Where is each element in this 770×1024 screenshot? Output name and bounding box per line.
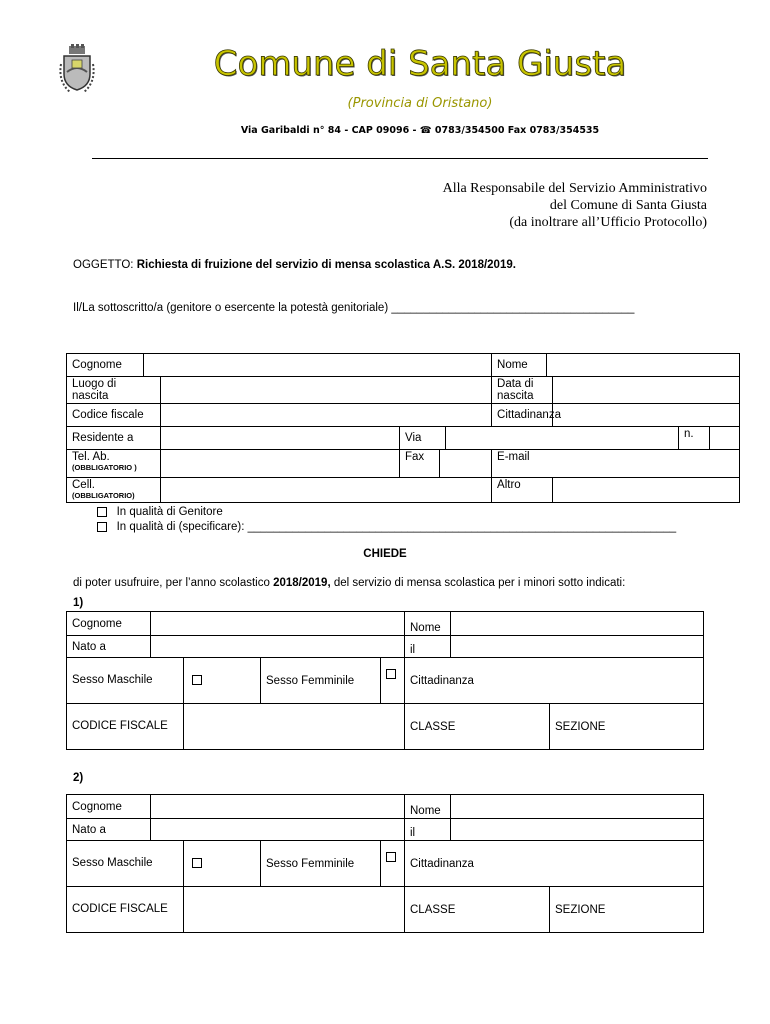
- child-2-checkbox-f-cell[interactable]: [381, 841, 405, 887]
- child-2-label-nato-a: Nato a: [67, 819, 151, 841]
- field-tel[interactable]: [161, 450, 400, 478]
- request-after: del servizio di mensa scolastica per i minori sotto indicati:: [330, 577, 626, 589]
- subject-label: OGGETTO:: [73, 259, 134, 271]
- recipient-line-3: (da inoltrare all’Ufficio Protocollo): [509, 215, 707, 230]
- recipient-line-1: Alla Responsabile del Servizio Amministrativo: [442, 181, 707, 196]
- child-1-label-cittadinanza[interactable]: Cittadinanza: [405, 658, 704, 704]
- field-nome[interactable]: [547, 354, 740, 377]
- child-1-checkbox-f-cell[interactable]: [381, 658, 405, 704]
- municipal-crest-icon: [58, 44, 96, 96]
- child-1-number: 1): [73, 597, 84, 609]
- cell-label: Cell.: [72, 479, 96, 491]
- child-1-field-nato-a[interactable]: [151, 636, 405, 658]
- label-nome: Nome: [492, 354, 547, 377]
- tel-required-note: (OBBLIGATORIO ): [72, 463, 137, 472]
- label-residente: Residente a: [67, 427, 161, 450]
- label-cell: [67, 478, 161, 503]
- child-2-label-cognome: Cognome: [67, 795, 151, 819]
- child-1-label-nome: Nome: [405, 612, 451, 636]
- label-numero: n.: [679, 427, 710, 450]
- child-2-field-codice-fiscale[interactable]: [184, 887, 405, 933]
- child-2-label-sesso-f: Sesso Femminile: [261, 841, 381, 887]
- child-1-table: [66, 611, 704, 750]
- field-cognome[interactable]: [144, 354, 492, 377]
- option-genitore-label: In qualità di Genitore: [116, 506, 223, 518]
- child-1-field-il[interactable]: [451, 636, 704, 658]
- label-via: Via: [400, 427, 446, 450]
- child-1-label-classe[interactable]: CLASSE: [405, 704, 550, 750]
- child-2-label-codice-fiscale: CODICE FISCALE: [67, 887, 184, 933]
- child-2-number: 2): [73, 772, 84, 784]
- child-1-label-sezione[interactable]: SEZIONE: [550, 704, 704, 750]
- checkbox-genitore[interactable]: [97, 507, 107, 517]
- child-2-label-classe[interactable]: CLASSE: [405, 887, 550, 933]
- page-title: Comune di Santa Giusta: [213, 44, 627, 84]
- recipient-line-2: del Comune di Santa Giusta: [549, 198, 707, 213]
- label-cognome: Cognome: [67, 354, 144, 377]
- label-altro: Altro: [492, 478, 553, 503]
- label-luogo-nascita: Luogo di nascita: [67, 377, 161, 404]
- chiede-heading: CHIEDE: [363, 548, 407, 560]
- child-2-label-nome: Nome: [405, 795, 451, 819]
- child-2-checkbox-m[interactable]: [192, 858, 202, 868]
- child-1-checkbox-m-cell[interactable]: [184, 658, 261, 704]
- child-2-field-nome[interactable]: [451, 795, 704, 819]
- field-cell[interactable]: [161, 478, 492, 503]
- label-data-nascita: Data di nascita: [492, 377, 553, 404]
- label-fax: Fax: [400, 450, 440, 478]
- child-1-label-sesso-m: Sesso Maschile: [67, 658, 184, 704]
- label-cittadinanza: Cittadinanza: [492, 404, 553, 427]
- child-2-label-il: il: [405, 819, 451, 841]
- child-2-field-il[interactable]: [451, 819, 704, 841]
- email-cell[interactable]: [492, 450, 740, 478]
- intro-line[interactable]: Il/La sottoscritto/a (genitore o esercente la potestà genitoriale) ______________________________________: [73, 302, 635, 314]
- field-luogo-nascita[interactable]: [161, 377, 492, 404]
- subject-text: Richiesta di fruizione del servizio di mensa scolastica A.S. 2018/2019.: [136, 259, 516, 271]
- cell-required-note: (OBBLIGATORIO): [72, 491, 135, 500]
- request-before: di poter usufruire, per l’anno scolastico: [73, 577, 274, 589]
- option-altro-label: In qualità di (specificare): ___________________________________________________________________: [116, 521, 677, 533]
- child-2-label-sesso-m: Sesso Maschile: [67, 841, 184, 887]
- child-2-checkbox-f[interactable]: [386, 852, 396, 862]
- label-email: E-mail: [497, 451, 530, 463]
- child-1-field-codice-fiscale[interactable]: [184, 704, 405, 750]
- field-fax[interactable]: [440, 450, 492, 478]
- field-residente[interactable]: [161, 427, 400, 450]
- recipient-block: [360, 180, 707, 231]
- request-text: [73, 577, 625, 589]
- child-1-label-il: il: [405, 636, 451, 658]
- field-cittadinanza[interactable]: [553, 404, 740, 427]
- tel-label: Tel. Ab.: [72, 451, 110, 463]
- child-2-field-nato-a[interactable]: [151, 819, 405, 841]
- field-numero[interactable]: [710, 427, 740, 450]
- child-1-label-nato-a: Nato a: [67, 636, 151, 658]
- applicant-table: [66, 353, 740, 503]
- province: (Provincia di Oristano): [347, 96, 493, 111]
- child-1-field-cognome[interactable]: [151, 612, 405, 636]
- child-2-label-cittadinanza[interactable]: Cittadinanza: [405, 841, 704, 887]
- option-altro[interactable]: [97, 521, 676, 533]
- request-year: 2018/2019,: [273, 577, 331, 589]
- field-data-nascita[interactable]: [553, 377, 740, 404]
- field-altro[interactable]: [553, 478, 740, 503]
- option-genitore[interactable]: [97, 506, 223, 518]
- label-tel: [67, 450, 161, 478]
- child-1-checkbox-m[interactable]: [192, 675, 202, 685]
- child-1-label-codice-fiscale: CODICE FISCALE: [67, 704, 184, 750]
- child-1-label-sesso-f: Sesso Femminile: [261, 658, 381, 704]
- label-codice-fiscale: Codice fiscale: [67, 404, 161, 427]
- child-2-field-cognome[interactable]: [151, 795, 405, 819]
- child-1-label-cognome: Cognome: [67, 612, 151, 636]
- child-2-label-sezione[interactable]: SEZIONE: [550, 887, 704, 933]
- field-codice-fiscale[interactable]: [161, 404, 492, 427]
- field-via[interactable]: [446, 427, 679, 450]
- subject: [73, 259, 516, 271]
- child-1-field-nome[interactable]: [451, 612, 704, 636]
- checkbox-altro[interactable]: [97, 522, 107, 532]
- child-2-table: [66, 794, 704, 933]
- divider: [92, 158, 708, 159]
- address: Via Garibaldi n° 84 - CAP 09096 - ☎ 0783/354500 Fax 0783/354535: [240, 125, 600, 136]
- child-1-checkbox-f[interactable]: [386, 669, 396, 679]
- child-2-checkbox-m-cell[interactable]: [184, 841, 261, 887]
